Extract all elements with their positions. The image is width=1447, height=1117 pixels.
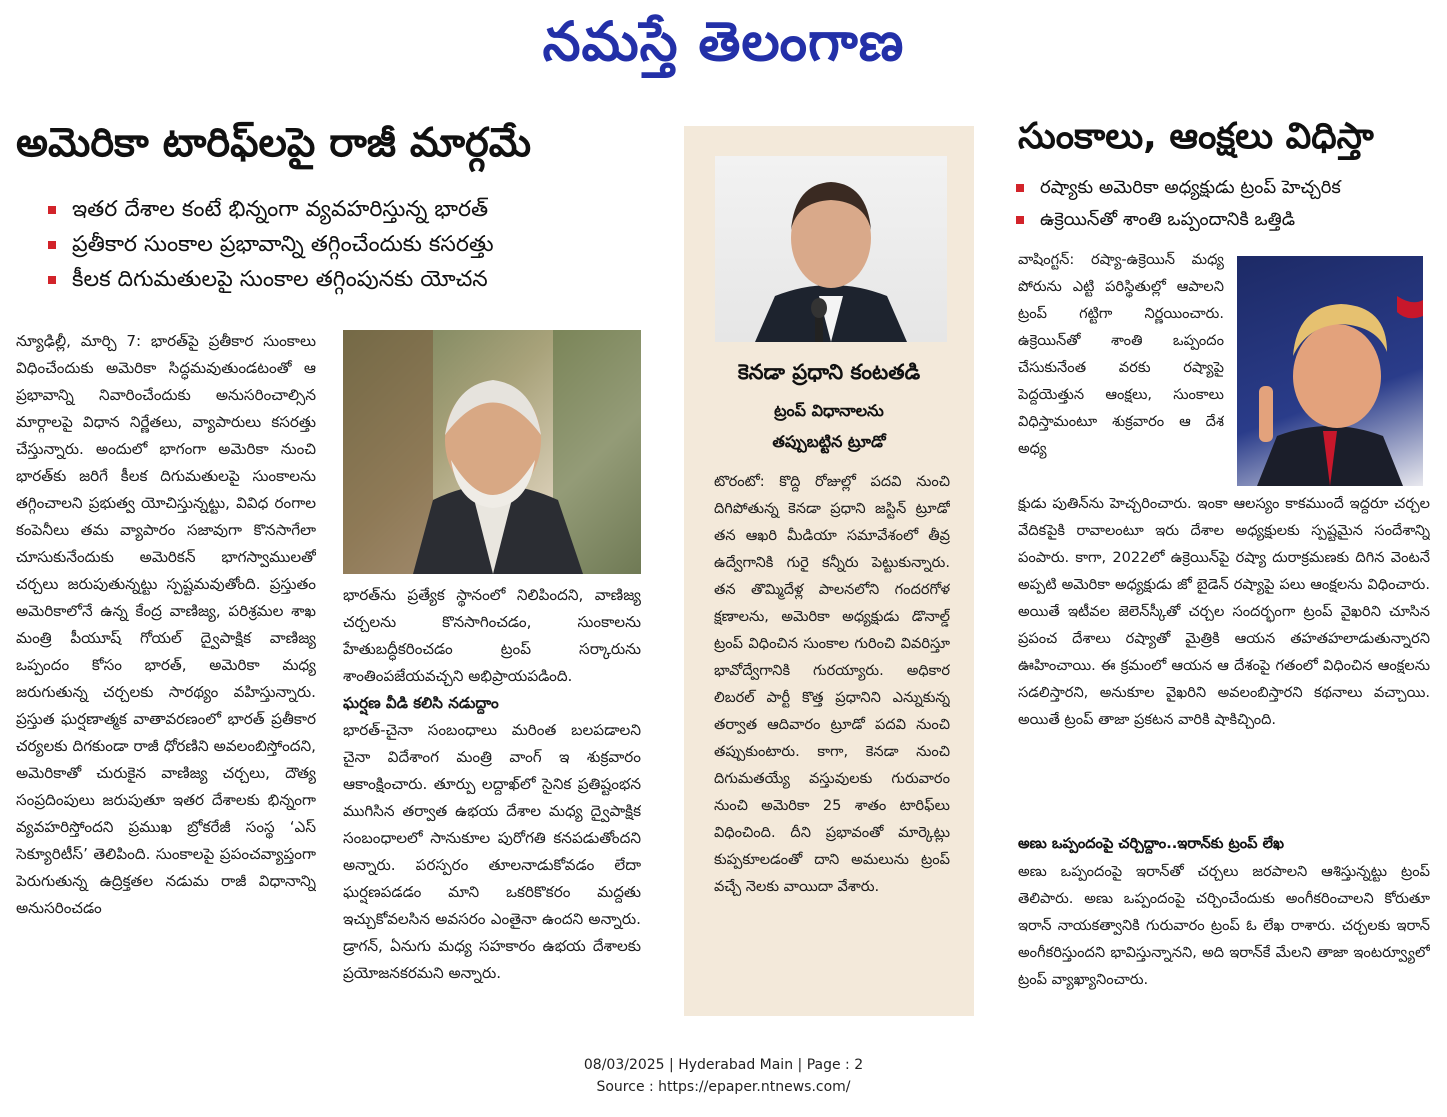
bullet-text: కీలక దిగుమతులపై సుంకాల తగ్గింపునకు యోచన: [72, 267, 488, 293]
right-article-body-2: [1018, 858, 1430, 1022]
center-headline: కెనడా ప్రధాని కంటతడి: [737, 360, 921, 384]
person-illustration: [715, 156, 947, 342]
bullet-square-icon: [48, 241, 56, 249]
bullet-square-icon: [48, 206, 56, 214]
article-text: న్యూఢిల్లీ, మార్చి 7: భారత్‌పై ప్రతీకార సుంకాలు విధించేందుకు అమెరికా సిద్ధమవుతుండటంతో ఆ ప్రభావాన్ని నివారించేందుకు అనుసరించాల్సిన మార్గాలపై విధాన నిర్ణేతలు, వ్యాపారులు కసరత్తు చేస్తున్నారు. అందులో భాగంగా అమెరికా నుంచి భారత్‌కు జరిగే కీలక దిగుమతులపై సుంకాలను తగ్గించాలని ప్రభుత్వ యోచిస్తున్నట్టు, వివిధ రంగాల కంపెనీలు తమ వ్యాపారం సజావుగా కొనసాగేలా చూసుకునేందుకు అమెరికన్ భాగస్వాములతో చర్చలు జరుపుతున్నట్టు స్పష్టమవుతోంది. ప్రస్తుతం అమెరికాలోనే ఉన్న కేంద్ర వాణిజ్య, పరిశ్రమల శాఖ మంత్రి పీయూష్ గోయల్ ద్వైపాక్షిక వాణిజ్య ఒప్పందం కోసం భారత్, అమెరికా మధ్య జరుగుతున్న చర్చలకు సారథ్యం వహిస్తున్నారు. ప్రస్తుత ఘర్షణాత్మక వాతావరణంలో భారత్ ప్రతీకార చర్యలకు దిగకుండా రాజీ ధోరణిని అవలంబిస్తోందని, అమెరికాతో చురుకైన వాణిజ్య చర్చలు, దౌత్య సంప్రదింపులు జరుపుతూ ఇతర దేశాలకు భిన్నంగా వ్యవహరిస్తోందని ప్రముఖ బ్రోకరేజీ సంస్థ ‘ఎస్ సెక్యూరిటీస్’ తెలిపింది. సుంకాలపై ప్రపంచవ్యాప్తంగా పెరుగుతున్న ఉద్రిక్తతల నడుమ రాజీ విధానాన్ని అనుసరించడం: [16, 332, 316, 917]
left-article-column-2: [343, 582, 641, 1028]
bullet-text: ప్రతీకార సుంకాల ప్రభావాన్ని తగ్గించేందుకు కసరత్తు: [72, 232, 494, 258]
center-subline-2: తప్పుబట్టిన ట్రూడో: [772, 432, 886, 451]
left-bullet-item: [44, 262, 664, 297]
right-article-intro: [1018, 246, 1224, 488]
center-article-body: [714, 468, 950, 1008]
article-text: వాషింగ్టన్: రష్యా-ఉక్రెయిన్ మధ్య పోరును ఎట్టి పరిస్థితుల్లో ఆపాలని ట్రంప్ గట్టిగా నిర్ణయించారు. ఉక్రెయిన్‌తో శాంతి ఒప్పందం చేసుకునేంత వరకు రష్యాపై పెద్దయెత్తున ఆంక్షలు, సుంకాలు విధిస్తామంటూ శుక్రవారం ఆ దేశ అధ్య: [1018, 251, 1224, 457]
person-illustration: [343, 330, 641, 574]
footer-date-edition: 08/03/2025 | Hyderabad Main | Page : 2: [583, 1057, 864, 1073]
right-bullet-list: [1012, 172, 1432, 235]
left-bullet-item: [44, 192, 664, 227]
article-text: క్షుడు పుతిన్‌ను హెచ్చరించారు. ఇంకా ఆలస్యం కాకముందే ఇద్దరూ చర్చల వేదికపైకి రావాలంటూ ఇరు దేశాల అధ్యక్షులకు స్పష్టమైన సందేశాన్ని పంపారు. కాగా, 2022లో ఉక్రెయిన్‌పై రష్యా దురాక్రమణకు దిగిన వెంటనే అప్పటి అమెరికా అధ్యక్షుడు జో బైడెన్ రష్యాపై పలు ఆంక్షలను విధించారు. అయితే ఇటీవల జెలెన్‌స్కీతో చర్చల సందర్భంగా ట్రంప్ వైఖరిని చూసిన ప్రపంచ దేశాలు రష్యాతో మైత్రికి ఆయన తహతహలాడుతున్నారని ఊహించాయి. ఈ క్రమంలో ఆయన ఆ దేశంపై గతంలో విధించిన ఆంక్షలను సడలిస్తారని, అనుకూల వైఖరిని అవలంబిస్తారని కథనాలు వచ్చాయి. అయితే ట్రంప్ తాజా ప్రకటన వారికి షాకిచ్చింది.: [1018, 495, 1430, 728]
right-bullet-item: [1012, 172, 1432, 204]
bullet-square-icon: [1016, 216, 1024, 224]
right-bullet-item: [1012, 204, 1432, 236]
modi-photo: [343, 330, 641, 574]
article-text: టొరంటో: కొద్ది రోజుల్లో పదవి నుంచి దిగిపోతున్న కెనడా ప్రధాని జస్టిన్ ట్రూడో తన ఆఖరి మీడియా సమావేశంలో తీవ్ర ఉద్వేగానికి గురై కన్నీరు పెట్టుకున్నారు. తన తొమ్మిదేళ్ల పాలనలోని గందరగోళ క్షణాలను, అమెరికా అధ్యక్షుడు డొనాల్డ్ ట్రంప్ విధించిన సుంకాల గురించి వివరిస్తూ భావోద్వేగానికి గురయ్యారు. అధికార లిబరల్ పార్టీ కొత్త ప్రధానిని ఎన్నుకున్న తర్వాత ఆదివారం ట్రూడో పదవి నుంచి తప్పుకుంటారు. కాగా, కెనడా నుంచి దిగుమతయ్యే వస్తువులకు గురువారం నుంచి అమెరికా 25 శాతం టారిఫ్‌లు విధించింది. దీని ప్రభావంతో మార్కెట్లు కుప్పకూలడంతో దాని అమలును ట్రంప్ వచ్చే నెలకు వాయిదా వేశారు.: [714, 473, 950, 895]
bullet-text: ఇతర దేశాల కంటే భిన్నంగా వ్యవహరిస్తున్న భారత్: [72, 197, 489, 222]
article-subhead: ఘర్షణ వీడి కలిసి నడుద్దాం: [343, 694, 499, 712]
right-headline: సుంకాలు, ఆంక్షలు విధిస్తా: [1018, 116, 1374, 157]
center-subline-1: ట్రంప్ విధానాలను: [774, 401, 884, 420]
person-illustration: [1237, 256, 1423, 486]
left-bullet-item: [44, 227, 664, 262]
right-article-body: [1018, 490, 1430, 826]
left-bullet-list: [44, 192, 664, 298]
article-text: భారత్-చైనా సంబంధాలు మరింత బలపడాలని చైనా విదేశాంగ మంత్రి వాంగ్ ఇ శుక్రవారం ఆకాంక్షించారు. తూర్పు లద్దాఖ్‌లో సైనిక ప్రతిష్టంభన ముగిసిన తర్వాత ఉభయ దేశాల మధ్య ద్వైపాక్షిక సంబంధాలలో సానుకూల పురోగతి కనపడుతోందని అన్నారు. పరస్పరం తూలనాడుకోవడం లేదా ఘర్షణపడడం మాని ఒకరికొకరం మద్దతు ఇచ్చుకోవలసిన అవసరం ఎంతైనా ఉందని అన్నారు. డ్రాగన్, ఏనుగు మధ్య సహకారం ఉభయ దేశాలకు ప్రయోజనకరమని అన్నారు.: [343, 721, 641, 982]
left-headline: అమెరికా టారిఫ్‌లపై రాజీ మార్గమే: [16, 120, 532, 166]
trudeau-photo: [715, 156, 947, 342]
bullet-text: రష్యాకు అమెరికా అధ్యక్షుడు ట్రంప్ హెచ్చరిక: [1040, 177, 1341, 198]
footer-source: Source : https://epaper.ntnews.com/: [596, 1079, 851, 1095]
right-subhead: అణు ఒప్పందంపై చర్చిద్దాం..ఇరాన్‌కు ట్రంప్ లేఖ: [1018, 835, 1284, 852]
article-text: అణు ఒప్పందంపై ఇరాన్‌తో చర్చలు జరపాలని ఆశిస్తున్నట్టు ట్రంప్ తెలిపారు. అణు ఒప్పందంపై చర్చించేందుకు అంగీకరించాలని కోరుతూ ఇరాన్ నాయకత్వానికి గురువారం ట్రంప్ ఓ లేఖ రాశారు. చర్చలకు ఇరాన్ అంగీకరిస్తుందని భావిస్తున్నానని, అది ఇరాన్‌కే మేలని తాజా ఇంటర్వ్యూలో ట్రంప్ వ్యాఖ్యానించారు.: [1018, 863, 1430, 988]
article-text: భారత్‌ను ప్రత్యేక స్థానంలో నిలిపిందని, వాణిజ్య చర్చలను కొనసాగించడం, సుంకాలను హేతుబద్ధీకరించడం ట్రంప్ సర్కారును శాంతింపజేయవచ్చని అభిప్రాయపడింది.: [343, 586, 641, 685]
masthead-logo: నమస్తే తెలంగాణ: [542, 10, 905, 73]
left-article-column-1: [16, 328, 316, 1028]
bullet-square-icon: [48, 276, 56, 284]
trump-photo: [1237, 256, 1423, 486]
bullet-square-icon: [1016, 184, 1024, 192]
bullet-text: ఉక్రెయిన్‌తో శాంతి ఒప్పందానికి ఒత్తిడి: [1040, 208, 1296, 230]
